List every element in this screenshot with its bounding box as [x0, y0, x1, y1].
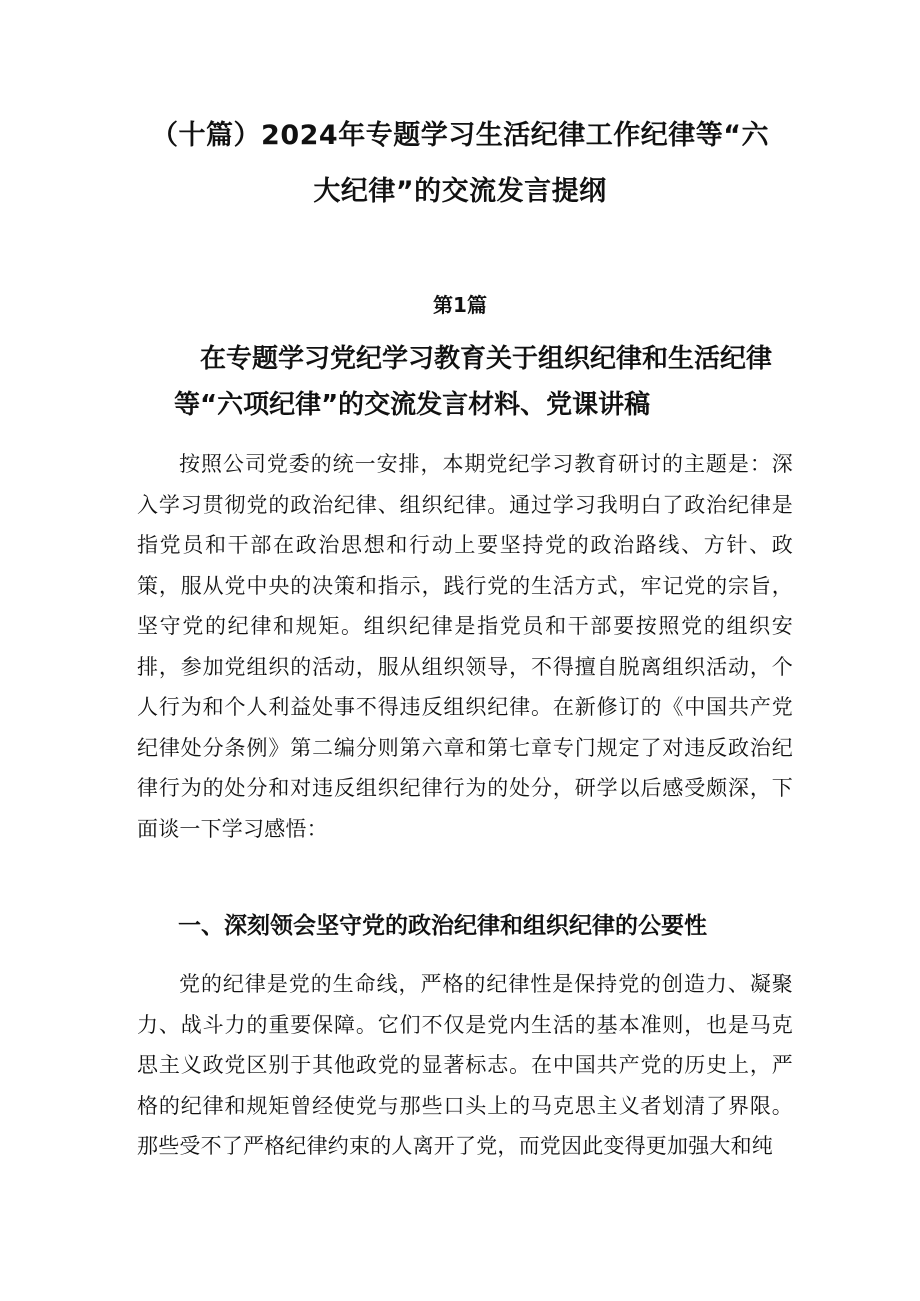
intro-paragraph: 按照公司党委的统一安排，本期党纪学习教育研讨的主题是：深入学习贯彻党的政治纪律、组织纪律。通过学习我明白了政治纪律是指党员和干部在政治思想和行动上要坚持党的政治路线、方针、政策，服从党中央的决策和指示，践行党的生活方式，牢记党的宗旨，坚守党的纪律和规矩。组织纪律是指党员和干部要按照党的组织安排，参加党组织的活动，服从组织领导，不得擅自脱离组织活动，个人行为和个人利益处事不得违反组织纪律。在新修订的《中国共产党纪律处分条例》第二编分则第六章和第七章专门规定了对违反政治纪律行为的处分和对违反组织纪律行为的处分，研学以后感受颇深，下面谈一下学习感悟： — [137, 452, 793, 841]
article-title-line-2: 等“六项纪律”的交流发言材料、党课讲稿 — [174, 390, 651, 420]
section-1-paragraph: 党的纪律是党的生命线，严格的纪律性是保持党的创造力、凝聚力、战斗力的重要保障。它们不仅是党内生活的基本准则，也是马克思主义政党区别于其他政党的显著标志。在中国共产党的历史上，严格的纪律和规矩曾经使党与那些口头上的马克思主义者划清了界限。那些受不了严格纪律约束的人离开了党，而党因此变得更加强大和纯 — [137, 972, 793, 1158]
document-title — [130, 108, 790, 220]
article-title-line-1: 在专题学习党纪学习教育关于组织纪律和生活纪律 — [200, 344, 773, 374]
section-heading-1: 一、深刻领会坚守党的政治纪律和组织纪律的公要性 — [178, 913, 707, 939]
document-title-line-2: 大纪律”的交流发言提纲 — [313, 176, 607, 207]
document-title-line-1: （十篇）2024年专题学习生活纪律工作纪律等“六 — [151, 120, 769, 151]
chapter-label: 第1篇 — [433, 293, 487, 317]
article-title — [160, 336, 820, 428]
